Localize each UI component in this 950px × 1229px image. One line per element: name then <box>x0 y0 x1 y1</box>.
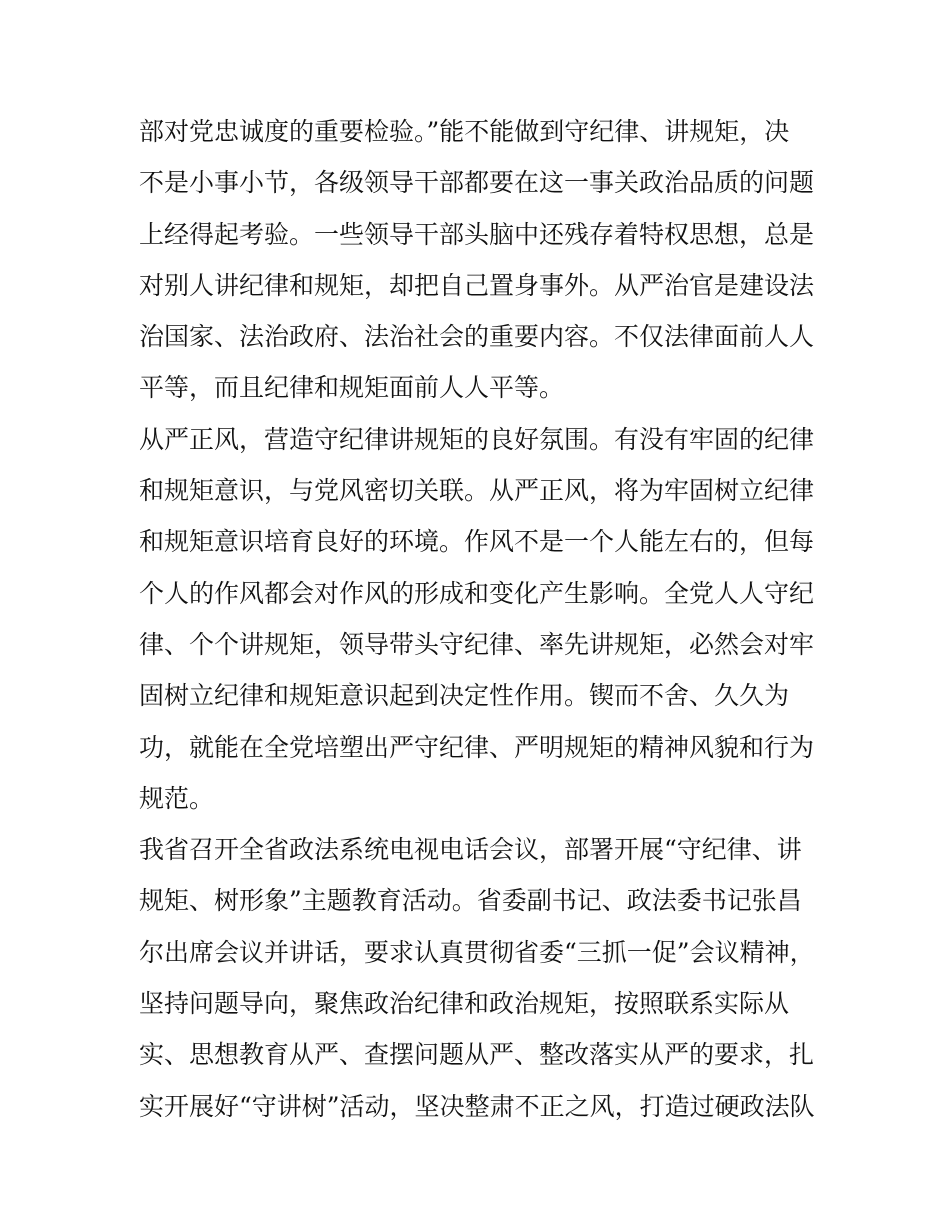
text-line: 功，就能在全党培塑出严守纪律、严明规矩的精神风貌和行为 <box>139 732 815 762</box>
text-line: 从严正风，营造守纪律讲规矩的良好氛围。有没有牢固的纪律 <box>139 424 815 454</box>
text-line: 律、个个讲规矩，领导带头守纪律、率先讲规矩，必然会对牢 <box>139 629 815 659</box>
text-line: 不是小事小节，各级领导干部都要在这一事关政治品质的问题 <box>139 168 815 198</box>
text-line: 治国家、法治政府、法治社会的重要内容。不仅法律面前人人 <box>139 322 815 352</box>
text-line: 实、思想教育从严、查摆问题从严、整改落实从严的要求，扎 <box>139 1040 815 1070</box>
text-line: 对别人讲纪律和规矩，却把自己置身事外。从严治官是建设法 <box>139 270 815 300</box>
text-line: 个人的作风都会对作风的形成和变化产生影响。全党人人守纪 <box>139 578 815 608</box>
text-line: 规范。 <box>139 783 215 813</box>
text-line: 尔出席会议并讲话，要求认真贯彻省委“三抓一促”会议精神， <box>139 937 815 967</box>
document-body <box>139 106 819 1132</box>
text-line: 固树立纪律和规矩意识起到决定性作用。锲而不舍、久久为 <box>139 681 790 711</box>
text-line: 部对党忠诚度的重要检验。”能不能做到守纪律、讲规矩，决 <box>139 117 790 146</box>
text-line: 实开展好“守讲树”活动，坚决整肃不正之风，打造过硬政法队 <box>139 1091 815 1121</box>
text-line: 坚持问题导向，聚焦政治纪律和政治规矩，按照联系实际从 <box>139 989 790 1019</box>
text-line: 和规矩意识培育良好的环境。作风不是一个人能左右的，但每 <box>139 527 815 557</box>
text-line: 平等，而且纪律和规矩面前人人平等。 <box>139 373 565 403</box>
text-line: 我省召开全省政法系统电视电话会议，部署开展“守纪律、讲 <box>139 835 802 865</box>
text-line: 和规矩意识，与党风密切关联。从严正风，将为牢固树立纪律 <box>139 476 815 506</box>
text-line: 上经得起考验。一些领导干部头脑中还残存着特权思想，总是 <box>139 219 815 249</box>
text-line: 规矩、树形象”主题教育活动。省委副书记、政法委书记张昌 <box>139 886 802 916</box>
